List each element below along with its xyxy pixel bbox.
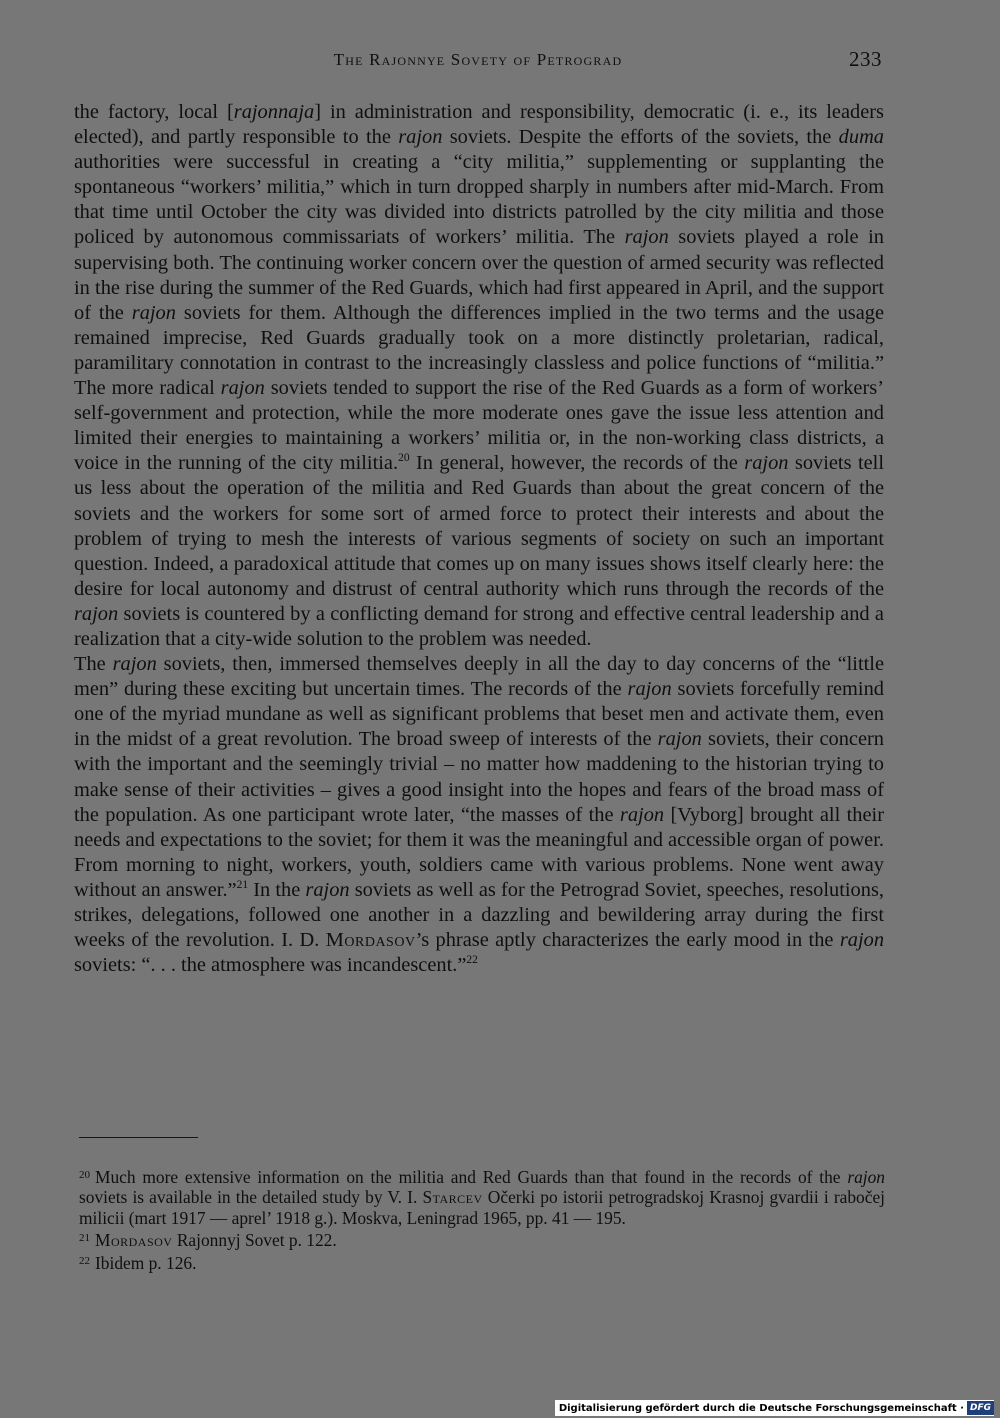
funding-notice: [555, 1400, 994, 1416]
footnote-20: $^{20}$ Much more extensive information on the militia and Red Guards than that found in the records of the rajon soviets is available in the detailed study by V. I. Starcev Očerki po istorii petrogradskoj Krasnoj gvardii i rabočej milicii (mart 1917 — aprel’ 1918 g.). Moskva, Leningrad 1965, pp. 41 — 195.: [79, 1167, 885, 1228]
funding-text: Digitalisierung gefördert durch die Deutsche Forschungsgemeinschaft ·: [558, 1402, 964, 1414]
footnote-number: 20: [79, 1169, 90, 1181]
footnote-ref-21[interactable]: 21: [236, 878, 249, 891]
footnote-21: $^{21}$ Mordasov Rajonnyj Sovet p. 122.: [79, 1230, 337, 1251]
footnote-number: 22: [79, 1254, 90, 1267]
footnotes: [79, 1165, 885, 1273]
page-number: 233: [849, 47, 882, 71]
footnote-number: 21: [79, 1232, 90, 1245]
footnote-ref-22[interactable]: 22: [466, 954, 478, 967]
footnote-divider: [79, 1137, 198, 1138]
footnote-ref-20[interactable]: 20: [398, 452, 410, 465]
dfg-logo: DFG: [967, 1401, 994, 1415]
body-text: [74, 100, 884, 978]
paragraph-2: The rajon soviets, then, immersed themselves deeply in all the day to day concerns of the “little men” during these exciting but uncertain times. The records of the rajon soviets forcefully remind one of the myriad mundane as well as significant problems that beset men and activate them, even in the midst of a great revolution. The broad sweep of interests of the rajon soviets, their concern with the important and the seemingly trivial – no matter how maddening to the historian trying to make sense of their activities – gives a good insight into the hopes and fears of the broad mass of the population. As one participant wrote later, “the masses of the rajon [Vyborg] brought all their needs and expectations to the soviet; for them it was the meaningful and accessible organ of power. From morning to night, workers, youth, soldiers came with various problems. None went away without an answer.”$^{21}$ In the rajon soviets as well as for the Petrograd Soviet, speeches, resolutions, strikes, delegations, followed one another in a dazzling and bewildering array during the first weeks of the revolution. I. D. Mordasov’s phrase aptly characterizes the early mood in the rajon soviets: “. . . the atmosphere was incandescent.”$^{22}$: [74, 653, 885, 977]
running-title: The Rajonnye Sovety of Petrograd: [333, 50, 623, 69]
running-head: [74, 47, 882, 74]
footnote-22: $^{22}$ Ibidem p. 126.: [79, 1252, 197, 1273]
paragraph-1: the factory, local [rajonnaja] in administration and responsibility, democratic (i. e., its leaders elected), and partly responsible to the rajon soviets. Despite the efforts of the soviets, the duma authorities were successful in creating a “city militia,” supplementing or supplanting the spontaneous “workers’ militia,” which in turn dropped sharply in numbers after mid-March. From that time until October the city was divided into districts patrolled by the city militia and those policed by autonomous commissariats of workers’ militia. The rajon soviets played a role in supervising both. The continuing worker concern over the question of armed security was reflected in the rise during the summer of the Red Guards, which had first appeared in April, and the support of the rajon soviets for them. Although the differences implied in the two terms and the usage remained imprecise, Red Guards gradually took on a more distinctly proletarian, radical, paramilitary connotation in contrast to the increasingly classless and police functions of “militia.” The more radical rajon soviets tended to support the rise of the Red Guards as a form of workers’ self-government and protection, while the more moderate ones gave the issue less attention and limited their energies to maintaining a workers’ militia or, in the non-working class districts, a voice in the running of the city militia.$^{20}$ In general, however, the records of the rajon soviets tell us less about the operation of the militia and Red Guards than about the great concern of the soviets and the workers for some sort of armed force to protect their interests and about the problem of trying to mesh the interests of various segments of society on such an important question. Indeed, a paradoxical attitude that comes up on many issues shows itself clearly here: the desire for local autonomy and distrust of central authority which runs through the records of the rajon soviets is countered by a conflicting demand for strong and effective central leadership and a realization that a city-wide solution to the problem was needed.: [74, 101, 885, 650]
